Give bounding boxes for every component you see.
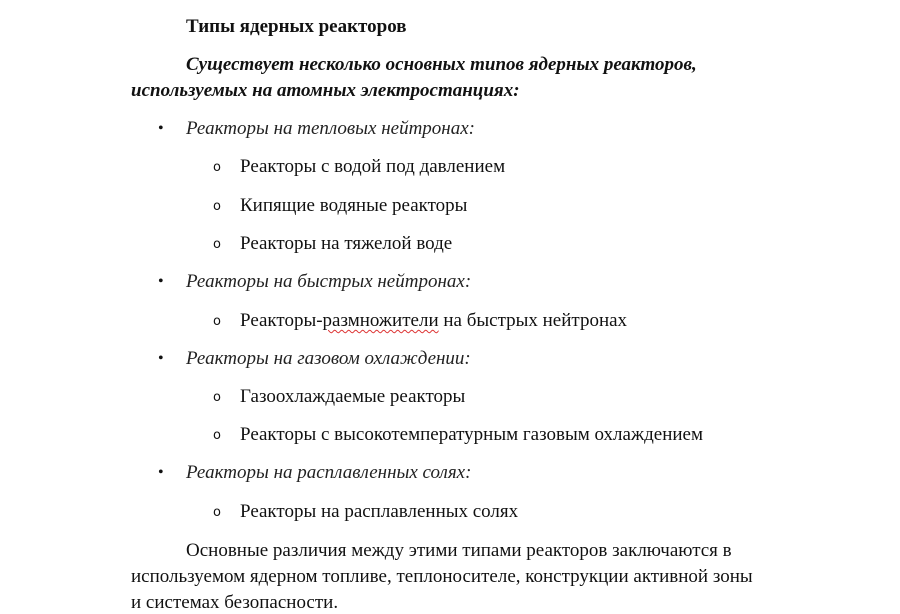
sub-bullet-icon: o: [213, 428, 221, 443]
text-fragment: Реакторы-: [240, 310, 323, 331]
bullet-icon: •: [158, 120, 164, 137]
text-fragment: на быстрых нейтронах: [438, 310, 628, 331]
list-item-label: Реакторы на быстрых нейтронах:: [186, 271, 472, 292]
intro-paragraph-line-1[interactable]: Существует несколько основных типов ядерных реакторов,: [186, 54, 697, 75]
conclusion-paragraph-line-1[interactable]: Основные различия между этими типами реакторов заключаются в: [186, 540, 732, 561]
list-item-label: Реакторы на газовом охлаждении:: [186, 348, 471, 369]
sub-bullet-icon: o: [213, 160, 221, 175]
bullet-icon: •: [158, 273, 164, 290]
sub-list-item-text: Реакторы с высокотемпературным газовым охлаждением: [240, 424, 703, 445]
document-title[interactable]: Типы ядерных реакторов: [186, 16, 407, 37]
sub-list-item-text: Реакторы на тяжелой воде: [240, 233, 453, 254]
conclusion-paragraph-line-3[interactable]: и системах безопасности.: [131, 592, 339, 613]
sub-bullet-icon: o: [213, 390, 221, 405]
sub-list-item-text: Реакторы с водой под давлением: [240, 156, 506, 177]
sub-bullet-icon: o: [213, 237, 221, 252]
sub-list-item-text: Реакторы на расплавленных солях: [240, 501, 519, 522]
conclusion-paragraph-line-2[interactable]: используемом ядерном топливе, теплоносителе, конструкции активной зоны: [131, 566, 753, 587]
bullet-icon: •: [158, 350, 164, 367]
sub-bullet-icon: o: [213, 199, 221, 214]
sub-list-item-text: Кипящие водяные реакторы: [240, 195, 468, 216]
sub-bullet-icon: o: [213, 314, 221, 329]
bullet-icon: •: [158, 464, 164, 481]
sub-list-item-text: [240, 310, 627, 332]
sub-list-item-text: Газоохлаждаемые реакторы: [240, 386, 466, 407]
spellcheck-flagged-word[interactable]: размножители: [322, 310, 439, 331]
list-item-label: Реакторы на тепловых нейтронах:: [186, 118, 475, 139]
intro-paragraph-line-2[interactable]: используемых на атомных электростанциях:: [131, 80, 520, 101]
sub-bullet-icon: o: [213, 505, 221, 520]
list-item-label: Реакторы на расплавленных солях:: [186, 462, 472, 483]
